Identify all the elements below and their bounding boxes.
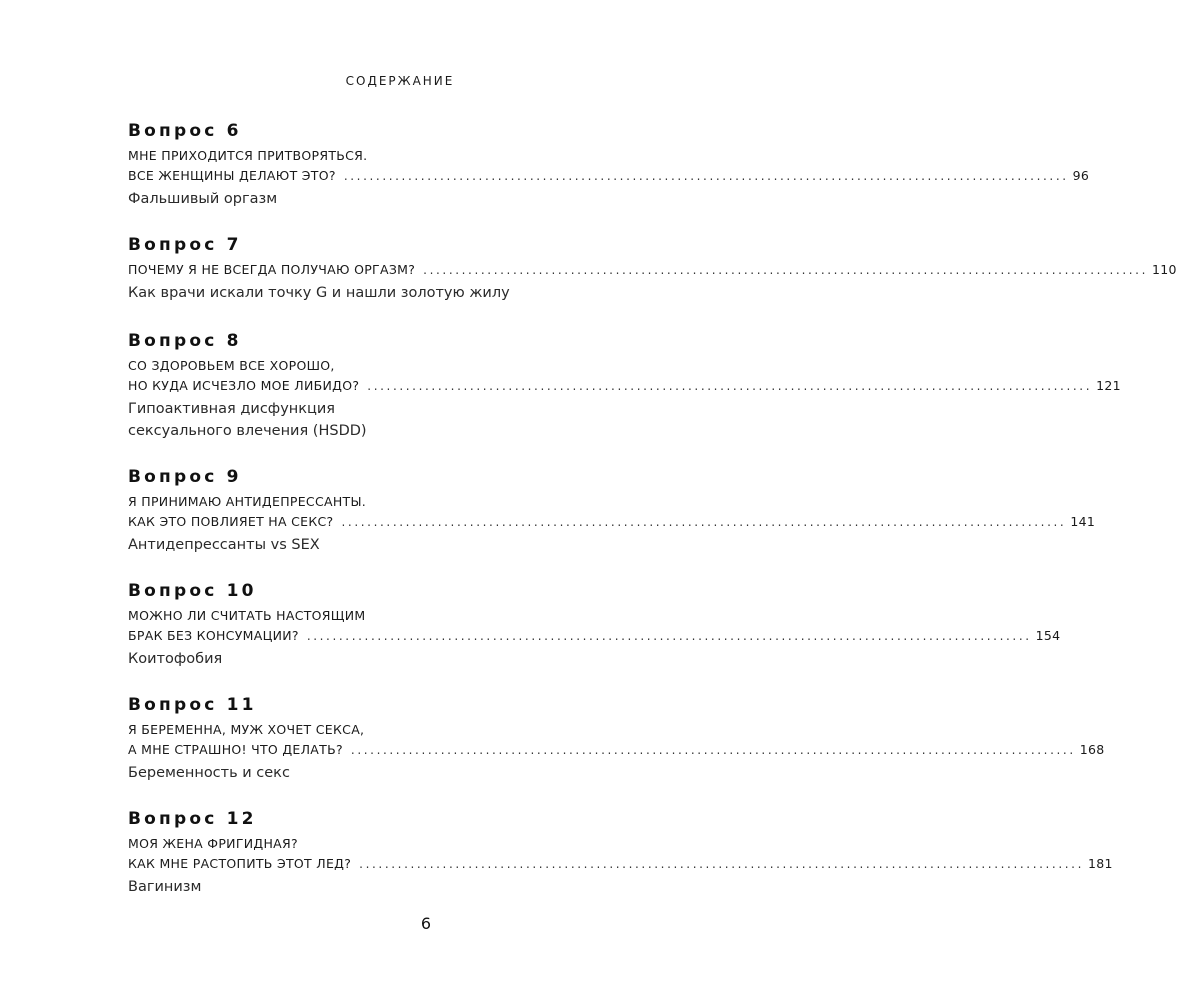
entry-title-text: КАК МНЕ РАСТОПИТЬ ЭТОТ ЛЕД?	[128, 856, 352, 871]
page-reference[interactable]: 141	[1070, 514, 1096, 529]
entry-title-last-line	[128, 854, 1113, 874]
entry-subtitle: Как врачи искали точку G и нашли золотую жилу	[128, 285, 510, 301]
dot-leader: .................................................................................................................	[423, 263, 1148, 277]
entry-title-text: НО КУДА ИСЧЕЗЛО МОЕ ЛИБИДО?	[128, 378, 360, 393]
toc-section-11[interactable]	[128, 694, 1105, 808]
entry-title-text: КАК ЭТО ПОВЛИЯЕТ НА СЕКС?	[128, 514, 334, 529]
dot-leader: .................................................................................................................	[350, 743, 1076, 757]
dot-leader: .................................................................................................................	[367, 379, 1093, 393]
entry-subtitle: Гипоактивная дисфункция	[128, 401, 336, 417]
entry-title-line: Я БЕРЕМЕННА, МУЖ ХОЧЕТ СЕКСА,	[128, 722, 365, 737]
entry-subtitle: Фальшивый оргазм	[128, 191, 278, 207]
question-title: Вопрос 8	[128, 331, 242, 351]
table-of-contents	[128, 120, 1177, 922]
toc-section-8[interactable]	[128, 330, 1121, 466]
dot-leader: .................................................................................................................	[343, 169, 1069, 183]
entry-subtitle: Коитофобия	[128, 651, 223, 667]
page-reference[interactable]: 168	[1079, 742, 1105, 757]
toc-section-12[interactable]	[128, 808, 1113, 922]
toc-section-6[interactable]	[128, 120, 1090, 234]
entry-title-last-line	[128, 626, 1061, 646]
page-reference[interactable]: 121	[1096, 378, 1121, 393]
page-number: 6	[420, 914, 432, 933]
page-reference[interactable]: 110	[1152, 262, 1177, 277]
question-title: Вопрос 11	[128, 695, 257, 715]
entry-title-last-line	[128, 740, 1105, 760]
dot-leader: .................................................................................................................	[341, 515, 1067, 529]
dot-leader: .................................................................................................................	[306, 629, 1032, 643]
page-reference[interactable]: 181	[1088, 856, 1113, 871]
entry-subtitle: сексуального влечения (HSDD)	[128, 423, 367, 439]
entry-title-last-line	[128, 260, 1177, 280]
page-header: СОДЕРЖАНИЕ	[345, 74, 455, 88]
entry-title-last-line	[128, 512, 1096, 532]
page-reference[interactable]: 154	[1035, 628, 1061, 643]
question-title: Вопрос 9	[128, 467, 242, 487]
toc-section-9[interactable]	[128, 466, 1096, 580]
entry-title-line: Я ПРИНИМАЮ АНТИДЕПРЕССАНТЫ.	[128, 494, 367, 509]
entry-title-last-line	[128, 376, 1121, 396]
toc-section-7[interactable]	[128, 234, 1177, 330]
question-title: Вопрос 6	[128, 121, 242, 141]
entry-subtitle: Вагинизм	[128, 879, 202, 895]
entry-title-line: МОЯ ЖЕНА ФРИГИДНАЯ?	[128, 836, 298, 851]
entry-title-last-line	[128, 166, 1090, 186]
entry-title-line: СО ЗДОРОВЬЕМ ВСЕ ХОРОШО,	[128, 358, 335, 373]
question-title: Вопрос 12	[128, 809, 257, 829]
entry-title-line: МОЖНО ЛИ СЧИТАТЬ НАСТОЯЩИМ	[128, 608, 366, 623]
dot-leader: .................................................................................................................	[359, 857, 1085, 871]
entry-title-line: МНЕ ПРИХОДИТСЯ ПРИТВОРЯТЬСЯ.	[128, 148, 368, 163]
entry-subtitle: Беременность и секс	[128, 765, 290, 781]
question-title: Вопрос 10	[128, 581, 257, 601]
entry-title-text: БРАК БЕЗ КОНСУМАЦИИ?	[128, 628, 299, 643]
question-title: Вопрос 7	[128, 235, 242, 255]
toc-section-10[interactable]	[128, 580, 1061, 694]
entry-title-text: ВСЕ ЖЕНЩИНЫ ДЕЛАЮТ ЭТО?	[128, 168, 336, 183]
entry-subtitle: Антидепрессанты vs SEX	[128, 537, 320, 553]
entry-title-text: А МНЕ СТРАШНО! ЧТО ДЕЛАТЬ?	[128, 742, 343, 757]
page-reference[interactable]: 96	[1072, 168, 1090, 183]
entry-title-text: ПОЧЕМУ Я НЕ ВСЕГДА ПОЛУЧАЮ ОРГАЗМ?	[128, 262, 416, 277]
